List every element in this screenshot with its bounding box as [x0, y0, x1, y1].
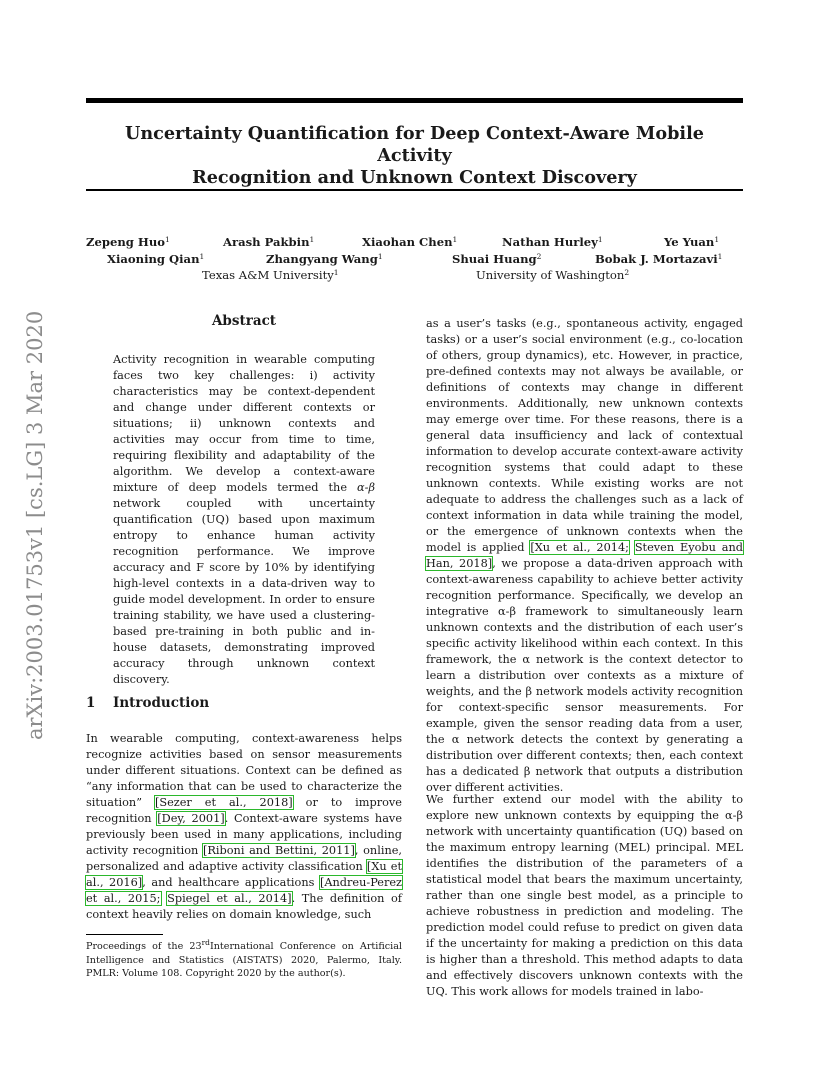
author-nathan-hurley: Nathan Hurley$^1$	[502, 235, 603, 249]
section-heading-introduction	[86, 695, 209, 711]
author-zhangyang-wang: Zhangyang Wang$^1$	[266, 252, 383, 266]
intro-paragraph-1: In wearable computing, context-awareness helps recognize activities based on sensor measurements under different situations. Context can be defined as “any information that can be used to characterize the situation” [Sezer et al., 2018] or to improve recognition [Dey, 2001]. Context-aware systems have previously been used in many applications, including activity recognition [Riboni and Bettini, 2011], online, personalized and adaptive activity classification [Xu et al., 2016], and healthcare applications [Andreu-Perez et al., 2015; Spiegel et al., 2014]. The definition of context heavily relies on domain knowledge, such	[86, 732, 403, 921]
paper-title	[86, 123, 743, 189]
title-line-2: Recognition and Unknown Context Discovery	[192, 167, 637, 188]
author-xiaoning-qian: Xiaoning Qian$^1$	[107, 252, 205, 266]
citation-link[interactable]: [Xu et al., 2016]	[86, 860, 403, 889]
author-zepeng-huo: Zepeng Huo$^1$	[86, 235, 170, 249]
affiliation-uw: University of Washington$^2$	[476, 268, 630, 282]
right-column-paragraph-2: We further extend our model with the ability to explore new unknown contexts by equipping the α-β network with uncertainty quantification (UQ) based on the maximum entropy learning (MEL) principal. MEL identifies the distribution of the parameters of a statistical model that bears the maximum uncertainty, rather than one single best model, as a principle to achieve robustness in prediction and modeling. The prediction model could refuse to predict on given data if the uncertainty for making a prediction on this data is higher than a threshold. This method adapts to data and effectively discovers unknown contexts with the UQ. This work allows for models trained in labo-	[426, 793, 743, 998]
author-xiaohan-chen: Xiaohan Chen$^1$	[362, 235, 458, 249]
footnote-rule	[86, 934, 163, 935]
citation-link[interactable]: [Sezer et al., 2018]	[154, 796, 293, 809]
arxiv-identifier: arXiv:2003.01753v1 [cs.LG] 3 Mar 2020	[23, 310, 47, 740]
right-column-paragraph-1: as a user’s tasks (e.g., spontaneous activity, engaged tasks) or a user’s social environment (e.g., co-location of others, group dynamics), etc. However, in practice, pre-defined contexts may not always be available, or definitions of contexts may change in different environments. Additionally, new unknown contexts may emerge over time. For these reasons, there is a general data insufficiency and lack of contextual information to develop accurate context-aware activity recognition systems that could adapt to these unknown contexts. While existing works are not adequate to address the challenges such as a lack of context information in data while training the model, or the emergence of unknown contexts when the model is applied [Xu et al., 2014; Steven Eyobu and Han, 2018], we propose a data-driven approach with context-awareness capability to achieve better activity recognition performance. Specifically, we develop an integrative α-β framework to simultaneously learn unknown contexts and the distribution of each user’s specific activity likelihood within each context. In this framework, the α network is the context detector to learn a distribution over contexts as a mixture of weights, and the β network models activity recognition for context-specific sensor measurements. For example, given the sensor reading data from a user, the α network detects the context by generating a distribution over different contexts; then, each context has a dedicated β network that outputs a distribution over different activities.	[426, 317, 744, 794]
citation-link[interactable]: Spiegel et al., 2014]	[167, 892, 292, 905]
citation-link[interactable]: Steven Eyobu and Han, 2018]	[426, 541, 744, 570]
author-bobak-mortazavi: Bobak J. Mortazavi$^1$	[595, 252, 723, 266]
citation-link[interactable]: [Dey, 2001]	[157, 812, 225, 825]
title-rule-top	[86, 98, 743, 103]
title-line-1: Uncertainty Quantification for Deep Context-Aware Mobile Activity	[125, 123, 704, 166]
section-number: 1	[86, 695, 96, 711]
footnote-proceedings: Proceedings of the 23rdInternational Conference on Artificial Intelligence and Statistics (AISTATS) 2020, Palermo, Italy. PMLR: Volume 108. Copyright 2020 by the author(s).	[86, 938, 402, 979]
title-rule-bottom	[86, 189, 743, 191]
section-title: Introduction	[113, 695, 210, 711]
author-shuai-huang: Shuai Huang$^2$	[452, 252, 542, 266]
abstract-heading: Abstract	[211, 313, 277, 329]
author-ye-yuan: Ye Yuan$^1$	[664, 235, 720, 249]
author-arash-pakbin: Arash Pakbin$^1$	[223, 235, 315, 249]
citation-link[interactable]: [Riboni and Bettini, 2011]	[202, 844, 355, 857]
citation-link[interactable]: [Andreu-Perez et al., 2015;	[86, 876, 403, 905]
abstract-text: Activity recognition in wearable computing faces two key challenges: i) activity characteristics may be context-dependent and change under different contexts or situations; ii) unknown contexts and activities may occur from time to time, requiring flexibility and adaptability of the algorithm. We develop a context-aware mixture of deep models termed the α-β network coupled with uncertainty quantification (UQ) based upon maximum entropy to enhance human activity recognition performance. We improve accuracy and F score by 10% by identifying high-level contexts in a data-driven way to guide model development. In order to ensure training stability, we have used a clustering-based pre-training in both public and in-house datasets, demonstrating improved accuracy through unknown context discovery.	[113, 353, 375, 686]
affiliation-tamu: Texas A&M University$^1$	[202, 268, 339, 282]
citation-link[interactable]: [Xu et al., 2014;	[530, 541, 629, 554]
